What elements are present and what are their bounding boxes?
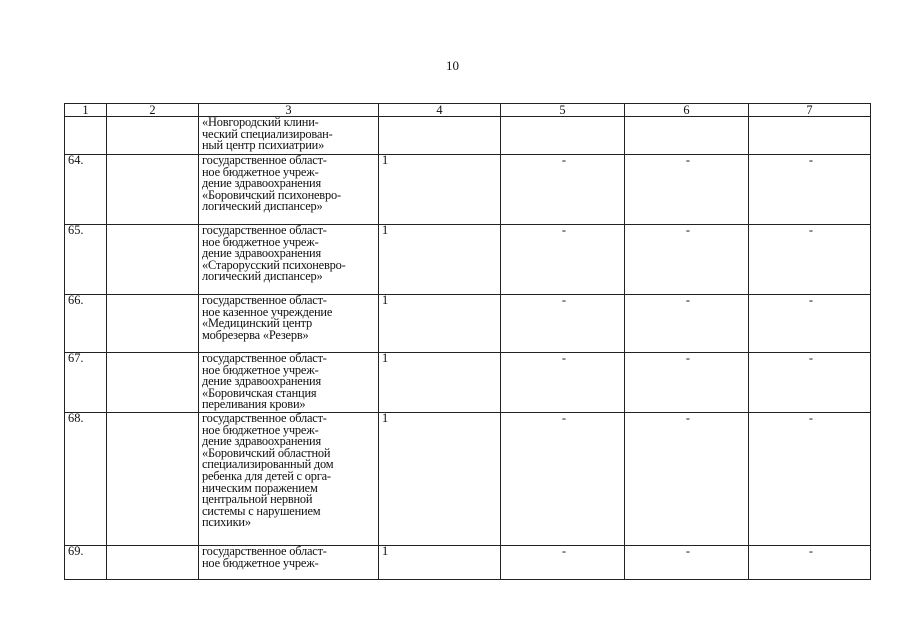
column-6-cell: -	[625, 225, 749, 295]
column-header-3: 3	[199, 104, 379, 117]
column-header-5: 5	[501, 104, 625, 117]
column-5-cell: -	[501, 353, 625, 413]
row-number-cell: 67.	[65, 353, 107, 413]
table-row	[65, 353, 871, 413]
institution-name-line: системы с нарушением	[202, 503, 321, 518]
page-number: 10	[446, 58, 459, 73]
column-header-1: 1	[65, 104, 107, 117]
table-header-row	[65, 104, 871, 117]
institution-name-cell	[199, 413, 379, 546]
institution-name-line: «Боровичская станция	[202, 385, 317, 400]
column-2-cell	[107, 295, 199, 353]
column-2-cell	[107, 546, 199, 580]
column-5-cell: -	[501, 295, 625, 353]
institution-name-cell	[199, 155, 379, 225]
table-row	[65, 225, 871, 295]
quantity-cell: 1	[379, 155, 501, 225]
column-header-4: 4	[379, 104, 501, 117]
table-row	[65, 413, 871, 546]
institution-name-line: государственное област-	[202, 223, 327, 237]
quantity-cell: 1	[379, 413, 501, 546]
institution-name-cell	[199, 546, 379, 580]
column-7-cell: -	[749, 546, 871, 580]
column-5-cell: -	[501, 155, 625, 225]
quantity-cell: 1	[379, 295, 501, 353]
institution-name-line: ное бюджетное учреж-	[202, 422, 319, 437]
column-5-cell: -	[501, 225, 625, 295]
column-2-cell	[107, 413, 199, 546]
document-table	[64, 103, 871, 580]
institution-name-line: переливания крови»	[202, 397, 306, 412]
institution-name-line: центральной нервной	[202, 492, 313, 507]
quantity-cell: 1	[379, 225, 501, 295]
institution-name-line: государственное област-	[202, 293, 327, 307]
institution-name-line: ное бюджетное учреж-	[202, 555, 319, 570]
institution-name-line: ное казенное учреждение	[202, 304, 333, 319]
table-row	[65, 546, 871, 580]
table-body	[65, 117, 871, 580]
column-header-6: 6	[625, 104, 749, 117]
institution-name-line: дение здравоохранения	[202, 374, 321, 389]
institution-name-line: государственное област-	[202, 351, 327, 365]
column-header-2: 2	[107, 104, 199, 117]
institution-name-line: государственное област-	[202, 544, 327, 558]
column-7-cell	[749, 117, 871, 155]
institution-name-line: государственное област-	[202, 153, 327, 167]
column-7-cell: -	[749, 155, 871, 225]
column-2-cell	[107, 353, 199, 413]
quantity-cell	[379, 117, 501, 155]
column-5-cell: -	[501, 546, 625, 580]
institution-name-cell	[199, 117, 379, 155]
column-2-cell	[107, 155, 199, 225]
row-number-cell: 66.	[65, 295, 107, 353]
column-7-cell: -	[749, 413, 871, 546]
column-6-cell: -	[625, 413, 749, 546]
column-5-cell	[501, 117, 625, 155]
column-7-cell: -	[749, 295, 871, 353]
institution-name-line: ное бюджетное учреж-	[202, 362, 319, 377]
institution-name-line: государственное област-	[202, 411, 327, 425]
institution-name-line: «Старорусский психоневро-	[202, 257, 346, 272]
institution-name-line: мобрезерва «Резерв»	[202, 327, 309, 342]
column-6-cell: -	[625, 295, 749, 353]
institution-name-line: специализированный дом	[202, 457, 334, 472]
institution-name-line: ное бюджетное учреж-	[202, 164, 319, 179]
institution-name-line: ное бюджетное учреж-	[202, 234, 319, 249]
column-6-cell	[625, 117, 749, 155]
institution-name-cell	[199, 295, 379, 353]
column-6-cell: -	[625, 353, 749, 413]
row-number-cell	[65, 117, 107, 155]
institution-name-line: ный центр психиатрии»	[202, 138, 325, 153]
institution-name-line: логический диспансер»	[202, 199, 323, 214]
column-5-cell: -	[501, 413, 625, 546]
institution-name-line: «Боровичский областной	[202, 445, 331, 460]
column-2-cell	[107, 225, 199, 295]
institution-name-line: «Новгородский клини-	[202, 115, 319, 129]
institution-name-line: ническим поражением	[202, 480, 318, 495]
institution-name-cell	[199, 353, 379, 413]
institution-name-line: «Медицинский центр	[202, 316, 313, 331]
column-7-cell: -	[749, 353, 871, 413]
column-6-cell: -	[625, 155, 749, 225]
institution-name-line: дение здравоохранения	[202, 434, 321, 449]
row-number-cell: 65.	[65, 225, 107, 295]
column-header-7: 7	[749, 104, 871, 117]
column-7-cell: -	[749, 225, 871, 295]
institution-name-line: дение здравоохранения	[202, 176, 321, 191]
institution-name-line: логический диспансер»	[202, 269, 323, 284]
row-number-cell: 68.	[65, 413, 107, 546]
institution-name-line: «Боровичский психоневро-	[202, 187, 341, 202]
row-number-cell: 64.	[65, 155, 107, 225]
institution-name-cell	[199, 225, 379, 295]
table-row	[65, 295, 871, 353]
quantity-cell: 1	[379, 353, 501, 413]
table-row	[65, 117, 871, 155]
column-6-cell: -	[625, 546, 749, 580]
quantity-cell: 1	[379, 546, 501, 580]
institution-name-line: психики»	[202, 515, 251, 530]
column-2-cell	[107, 117, 199, 155]
institution-name-line: ческий специализирован-	[202, 126, 333, 141]
institution-name-line: ребенка для детей с орга-	[202, 468, 331, 483]
row-number-cell: 69.	[65, 546, 107, 580]
table-row	[65, 155, 871, 225]
institution-name-line: дение здравоохранения	[202, 246, 321, 261]
